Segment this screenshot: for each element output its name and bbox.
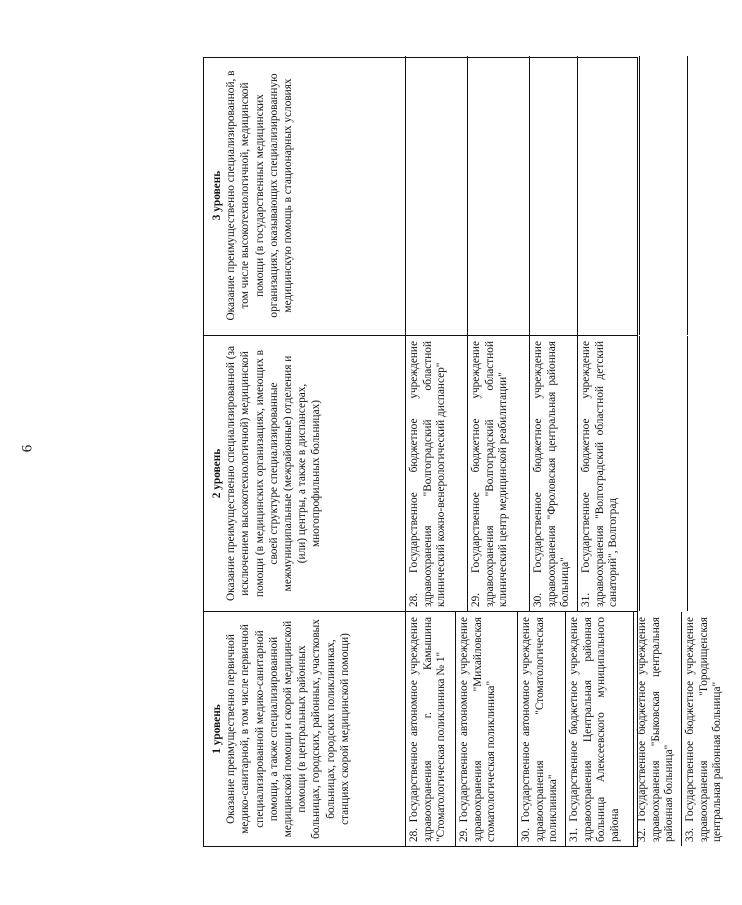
column-level-1 <box>204 611 724 846</box>
table-row: 33. Государственное бюджетное учреждение здравоохранения "Городищенская центральная районная больница" <box>684 617 724 842</box>
table-row <box>640 56 688 335</box>
level-2-description: Оказание преимущественно специализированной (за исключением высокотехнологичной) медицинской помощи (в медицинских организациях, имеющих в своей структуре специализированные межмуниципальные (межрайонные) отделения и (или) центры, а также в диспансерах, многопрофильных больницах) <box>225 345 323 602</box>
header-level-1 <box>204 612 406 846</box>
table-row: 28. Государственное бюджетное учреждение здравоохранения "Волгоградский областной клинический кожно-венерологический диспансер" <box>406 336 468 611</box>
table-row <box>406 56 468 335</box>
table-row <box>640 336 688 611</box>
level-2-title: 2 уровень <box>211 448 223 499</box>
table-row: 30. Государственное автономное учреждение здравоохранения "Стоматологическая поликлиника" <box>518 612 566 846</box>
column-level-3 <box>204 56 637 335</box>
table-row: 29. Государственное бюджетное учреждение здравоохранения "Волгоградский областной клинический центр медицинской реабилитации" <box>468 336 530 611</box>
level-1-description: Оказание преимущественно первичной медико-санитарной, в том числе первичной специализированной медико-санитарной помощи, а также специализированной медицинской помощи и скорой медицинской помощи (в центральных районных больницах, городских, районных, участковых больницах, городских поликлиниках, станциях скорой медицинской помощи) <box>225 619 351 839</box>
table-row <box>468 56 530 335</box>
table-row: 30. Государственное бюджетное учреждение здравоохранения "Фроловская центральная районная больница" <box>530 336 578 611</box>
level-3-description: Оказание преимущественно специализированной, в том числе высокотехнологичной, медицинской помощи (в государственных медицинских организациях, оказывающих специализированную медицинскую помощь в стационарных условиях <box>225 70 295 321</box>
table-row: 32. Государственное бюджетное учреждение здравоохранения "Быковская центральная районная больница" <box>634 612 682 846</box>
header-level-2 <box>204 336 406 611</box>
table-row: 31. Государственное бюджетное учреждение здравоохранения Центральная районная больница Алексеевского муниципального района <box>566 612 634 846</box>
column-level-2 <box>204 335 637 611</box>
table-row: 29. Государственное автономное учреждение здравоохранения "Михайловская стоматологическая поликлиника" <box>456 612 518 846</box>
header-level-3 <box>204 56 406 335</box>
table-row: 31. Государственное бюджетное учреждение здравоохранения "Волгоградский областной детский санаторий", Волгоград <box>578 336 640 611</box>
table-rotated-wrapper <box>203 57 724 847</box>
table-row <box>688 336 742 611</box>
table-row <box>578 56 640 335</box>
medical-levels-table <box>203 57 724 847</box>
level-1-title: 1 уровень <box>211 704 223 754</box>
level-3-title: 3 уровень <box>211 170 223 221</box>
table-row: 28. Государственное автономное учреждение здравоохранения г. Камышина "Стоматологическая поликлиника № 1" <box>406 612 456 846</box>
page-number: 6 <box>19 444 36 453</box>
table-row <box>688 56 742 335</box>
table-row <box>530 56 578 335</box>
